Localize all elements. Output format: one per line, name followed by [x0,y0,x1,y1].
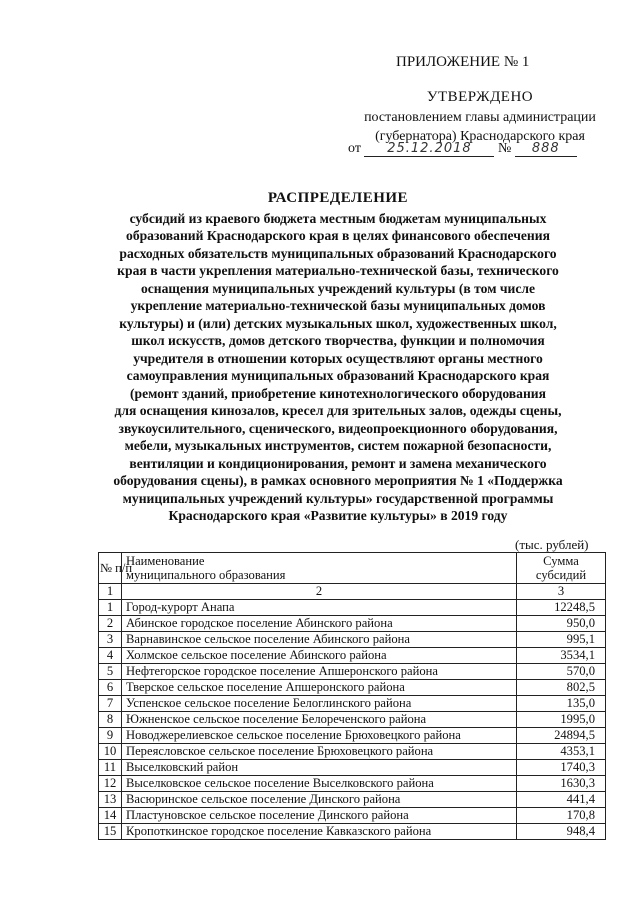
document-title: РАСПРЕДЕЛЕНИЕ [267,190,409,206]
municipality-name: Выселковское сельское поселение Выселковского района [122,776,517,792]
row-number: 2 [99,616,122,632]
subsidy-amount: 12248,5 [517,600,606,616]
column-index: 1 [99,584,122,600]
row-number: 13 [99,792,122,808]
subsidy-amount: 3534,1 [517,648,606,664]
table-row [99,648,606,664]
municipality-name: Нефтегорское городское поселение Апшеронского района [122,664,517,680]
municipality-name: Пластуновское сельское поселение Динского района [122,808,517,824]
table-row [99,760,606,776]
heading-line: для оснащения кинозалов, кресел для зрительных залов, одежды сцены, [114,403,562,418]
from-label: от [348,141,361,156]
approved-title: УТВЕРЖДЕНО [426,89,534,105]
row-number: 10 [99,744,122,760]
municipality-name: Город-курорт Анапа [122,600,517,616]
heading-line: Краснодарского края «Развитие культуры» в 2019 году [168,508,508,523]
table-row [99,728,606,744]
subsidy-amount: 1740,3 [517,760,606,776]
subsidy-table [98,552,606,840]
municipality-name: Успенское сельское поселение Белоглинского района [122,696,517,712]
subsidy-amount: 170,8 [517,808,606,824]
col-header-name [122,553,517,584]
row-number: 4 [99,648,122,664]
heading-line: оснащения муниципальных учреждений культуры (в том числе [140,280,536,296]
municipality-name: Кропоткинское городское поселение Кавказского района [122,824,517,840]
municipality-name: Южненское сельское поселение Белореченского района [122,712,517,728]
column-index: 2 [122,584,517,600]
subsidy-amount: 995,1 [517,632,606,648]
subsidy-amount: 948,4 [517,824,606,840]
col-header-num: № п/п [99,553,122,584]
approval-number: 888 [515,141,577,157]
col-header-name-line-1: Наименование [126,554,205,568]
heading-line: школ искусств, домов детского творчества, функции и полномочия [131,333,545,348]
municipality-name: Новоджерелиевское сельское поселение Брюховецкого района [122,728,517,744]
heading-line: мебели, музыкальных инструментов, систем пожарной безопасности, [124,438,552,453]
subsidy-amount: 135,0 [517,696,606,712]
units-label: (тыс. рублей) [515,537,589,552]
subsidy-amount: 1630,3 [517,776,606,792]
heading-line: вентиляции и кондиционирования, ремонт и замена механического [129,455,547,471]
subsidy-amount: 950,0 [517,616,606,632]
municipality-name: Васюринское сельское поселение Динского района [122,792,517,808]
approval-date-row [348,141,577,157]
row-number: 14 [99,808,122,824]
municipality-name: Варнавинское сельское поселение Абинского района [122,632,517,648]
row-number: 9 [99,728,122,744]
number-label: № [497,141,512,156]
table-row [99,616,606,632]
subsidy-amount: 802,5 [517,680,606,696]
heading-line: субсидий из краевого бюджета местным бюджетам муниципальных [129,210,547,226]
table-row [99,664,606,680]
document-subject [68,210,608,525]
heading-line: самоуправления муниципальных образований Краснодарского края [126,368,550,383]
appendix-label: ПРИЛОЖЕНИЕ № 1 [396,54,530,70]
subsidy-amount: 24894,5 [517,728,606,744]
municipality-name: Тверское сельское поселение Апшеронского района [122,680,517,696]
document-heading [68,190,608,525]
table-row [99,744,606,760]
row-number: 6 [99,680,122,696]
col-header-sum-line-1: Сумма [543,554,579,568]
heading-line: (ремонт зданий, приобретение кинотехнологического оборудования [130,385,546,401]
approval-block [330,88,630,146]
subsidy-amount: 4353,1 [517,744,606,760]
col-header-sum [517,553,606,584]
heading-line: учредителя в отношении которых осуществляют органы местного [133,350,543,366]
table-row [99,600,606,616]
approved-line-1: постановлением главы администрации [364,110,596,125]
row-number: 11 [99,760,122,776]
heading-line: культуры) и (или) детских музыкальных школ, художественных школ, [119,315,557,331]
table-row [99,824,606,840]
table-row [99,696,606,712]
column-index-row [99,584,606,600]
municipality-name: Холмское сельское поселение Абинского района [122,648,517,664]
row-number: 7 [99,696,122,712]
table-row [99,712,606,728]
heading-line: укрепление материально-технической базы муниципальных домов [130,298,546,313]
subsidy-amount: 441,4 [517,792,606,808]
municipality-name: Выселковский район [122,760,517,776]
subsidy-amount: 570,0 [517,664,606,680]
heading-line: края в части укрепления материально-технической базы, технического [117,263,559,278]
row-number: 8 [99,712,122,728]
subsidy-amount: 1995,0 [517,712,606,728]
table-header-row [99,553,606,584]
approved-line-2: (губернатора) Краснодарского края [375,129,585,144]
table-row [99,776,606,792]
table-row [99,632,606,648]
column-index: 3 [517,584,606,600]
row-number: 3 [99,632,122,648]
heading-line: оборудования сцены), в рамках основного мероприятия № 1 «Поддержка [113,473,563,488]
row-number: 5 [99,664,122,680]
col-header-name-line-2: муниципального образования [126,568,286,582]
row-number: 12 [99,776,122,792]
heading-line: образований Краснодарского края в целях финансового обеспечения [126,228,550,243]
table-row [99,792,606,808]
heading-line: муниципальных учреждений культуры» государственной программы [122,490,554,506]
row-number: 1 [99,600,122,616]
heading-line: звукоусилительного, сценического, видеопроекционного оборудования, [118,420,558,436]
municipality-name: Абинское городское поселение Абинского района [122,616,517,632]
table-row [99,680,606,696]
table-row [99,808,606,824]
municipality-name: Переясловское сельское поселение Брюховецкого района [122,744,517,760]
approval-date: 25.12.2018 [364,141,494,157]
col-header-sum-line-2: субсидий [535,568,587,582]
heading-line: расходных обязательств муниципальных образований Краснодарского [119,245,557,261]
row-number: 15 [99,824,122,840]
